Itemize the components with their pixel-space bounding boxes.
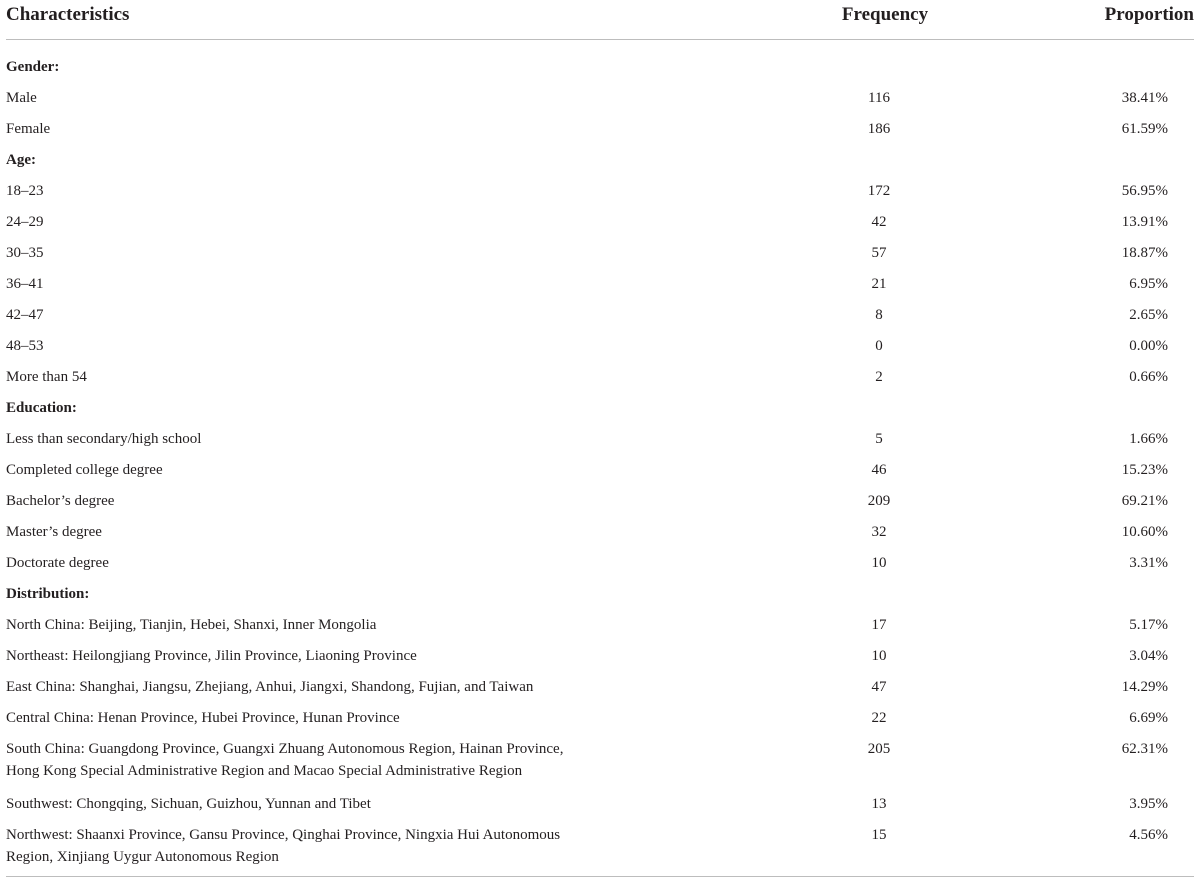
characteristic-cell: 36–41 bbox=[6, 275, 44, 292]
table-row bbox=[6, 486, 1194, 517]
header-characteristics: Characteristics bbox=[6, 4, 130, 25]
proportion-cell: 38.41% bbox=[1121, 89, 1168, 106]
empty-cell bbox=[1004, 579, 1194, 610]
characteristic-cell: 18–23 bbox=[6, 182, 44, 199]
table-row bbox=[6, 820, 1194, 875]
table-row bbox=[6, 83, 1194, 114]
frequency-cell: 186 bbox=[867, 120, 891, 137]
frequency-cell: 17 bbox=[871, 616, 887, 633]
characteristic-cell: East China: Shanghai, Jiangsu, Zhejiang, Anhui, Jiangxi, Shandong, Fujian, and Taiwan bbox=[6, 678, 534, 695]
table-row bbox=[6, 455, 1194, 486]
characteristic-cell: Central China: Henan Province, Hubei Province, Hunan Province bbox=[6, 709, 400, 726]
table-bottom-rule bbox=[6, 876, 1194, 877]
characteristic-cell: Female bbox=[6, 120, 51, 137]
characteristic-cell: More than 54 bbox=[6, 368, 87, 385]
table-row bbox=[6, 672, 1194, 703]
empty-cell bbox=[766, 579, 1004, 610]
table-row bbox=[6, 641, 1194, 672]
empty-cell bbox=[1004, 40, 1194, 83]
proportion-cell: 4.56% bbox=[1129, 826, 1168, 843]
frequency-cell: 15 bbox=[871, 826, 887, 843]
characteristic-line: Hong Kong Special Administrative Region and Macao Special Administrative Region bbox=[6, 762, 523, 779]
proportion-cell: 0.00% bbox=[1129, 337, 1168, 354]
table-row bbox=[6, 734, 1194, 789]
table-row bbox=[6, 548, 1194, 579]
section-title: Distribution: bbox=[6, 585, 90, 602]
frequency-cell: 205 bbox=[867, 740, 891, 757]
characteristic-cell: Less than secondary/high school bbox=[6, 430, 202, 447]
characteristic-cell: 30–35 bbox=[6, 244, 44, 261]
proportion-cell: 56.95% bbox=[1121, 182, 1168, 199]
proportion-cell: 62.31% bbox=[1121, 740, 1168, 757]
section-row bbox=[6, 579, 1194, 610]
proportion-cell: 6.95% bbox=[1129, 275, 1168, 292]
header-frequency: Frequency bbox=[841, 4, 929, 25]
table-row bbox=[6, 176, 1194, 207]
table-row bbox=[6, 517, 1194, 548]
characteristic-cell: Master’s degree bbox=[6, 523, 102, 540]
proportion-cell: 3.31% bbox=[1129, 554, 1168, 571]
table-row bbox=[6, 269, 1194, 300]
frequency-cell: 47 bbox=[871, 678, 887, 695]
proportion-cell: 0.66% bbox=[1129, 368, 1168, 385]
section-title: Age: bbox=[6, 151, 36, 168]
proportion-cell: 15.23% bbox=[1121, 461, 1168, 478]
frequency-cell: 209 bbox=[867, 492, 891, 509]
frequency-cell: 172 bbox=[867, 182, 891, 199]
frequency-cell: 10 bbox=[871, 554, 887, 571]
table-row bbox=[6, 703, 1194, 734]
characteristic-cell: Bachelor’s degree bbox=[6, 492, 115, 509]
proportion-cell: 3.95% bbox=[1129, 795, 1168, 812]
characteristic-cell: Male bbox=[6, 89, 37, 106]
table-row bbox=[6, 610, 1194, 641]
proportion-cell: 13.91% bbox=[1121, 213, 1168, 230]
empty-cell bbox=[1004, 145, 1194, 176]
characteristic-cell: 42–47 bbox=[6, 306, 44, 323]
characteristic-line: Region, Xinjiang Uygur Autonomous Region bbox=[6, 848, 279, 865]
frequency-cell: 116 bbox=[868, 89, 890, 106]
proportion-cell: 3.04% bbox=[1129, 647, 1168, 664]
proportion-cell: 2.65% bbox=[1129, 306, 1168, 323]
section-row bbox=[6, 145, 1194, 176]
proportion-cell: 1.66% bbox=[1129, 430, 1168, 447]
frequency-cell: 5 bbox=[875, 430, 883, 447]
table-row bbox=[6, 207, 1194, 238]
characteristic-cell: 24–29 bbox=[6, 213, 44, 230]
characteristic-cell: 48–53 bbox=[6, 337, 44, 354]
frequency-cell: 2 bbox=[875, 368, 883, 385]
proportion-cell: 5.17% bbox=[1129, 616, 1168, 633]
frequency-cell: 22 bbox=[871, 709, 887, 726]
frequency-cell: 21 bbox=[871, 275, 887, 292]
section-title: Gender: bbox=[6, 59, 60, 75]
proportion-cell: 61.59% bbox=[1121, 120, 1168, 137]
frequency-cell: 57 bbox=[871, 244, 887, 261]
characteristic-cell bbox=[6, 734, 766, 789]
characteristic-cell: North China: Beijing, Tianjin, Hebei, Shanxi, Inner Mongolia bbox=[6, 616, 377, 633]
header-proportion: Proportion bbox=[1104, 4, 1194, 25]
proportion-cell: 14.29% bbox=[1121, 678, 1168, 695]
empty-cell bbox=[766, 393, 1004, 424]
table-row bbox=[6, 789, 1194, 820]
frequency-cell: 46 bbox=[871, 461, 887, 478]
characteristic-cell bbox=[6, 820, 766, 875]
frequency-cell: 10 bbox=[871, 647, 887, 664]
frequency-cell: 8 bbox=[875, 306, 883, 323]
table-row bbox=[6, 300, 1194, 331]
proportion-cell: 6.69% bbox=[1129, 709, 1168, 726]
table-row bbox=[6, 114, 1194, 145]
empty-cell bbox=[766, 145, 1004, 176]
section-row bbox=[6, 393, 1194, 424]
characteristic-cell: Completed college degree bbox=[6, 461, 163, 478]
section-title: Education: bbox=[6, 399, 77, 416]
characteristic-cell: Doctorate degree bbox=[6, 554, 109, 571]
empty-cell bbox=[1004, 393, 1194, 424]
characteristic-cell: Northeast: Heilongjiang Province, Jilin Province, Liaoning Province bbox=[6, 647, 417, 664]
empty-cell bbox=[766, 40, 1004, 83]
characteristic-cell: Southwest: Chongqing, Sichuan, Guizhou, Yunnan and Tibet bbox=[6, 795, 371, 812]
table-row bbox=[6, 424, 1194, 455]
proportion-cell: 10.60% bbox=[1121, 523, 1168, 540]
frequency-cell: 32 bbox=[871, 523, 887, 540]
demographics-table bbox=[6, 0, 1194, 875]
header-row bbox=[6, 0, 1194, 40]
table-row bbox=[6, 362, 1194, 393]
table-row bbox=[6, 331, 1194, 362]
frequency-cell: 0 bbox=[875, 337, 883, 354]
proportion-cell: 69.21% bbox=[1121, 492, 1168, 509]
table-body bbox=[6, 40, 1194, 875]
section-row bbox=[6, 40, 1194, 83]
characteristic-line: Northwest: Shaanxi Province, Gansu Province, Qinghai Province, Ningxia Hui Autonomous bbox=[6, 826, 561, 843]
table-header bbox=[6, 0, 1194, 40]
table-row bbox=[6, 238, 1194, 269]
proportion-cell: 18.87% bbox=[1121, 244, 1168, 261]
frequency-cell: 42 bbox=[871, 213, 887, 230]
frequency-cell: 13 bbox=[871, 795, 887, 812]
characteristic-line: South China: Guangdong Province, Guangxi Zhuang Autonomous Region, Hainan Province, bbox=[6, 740, 564, 757]
